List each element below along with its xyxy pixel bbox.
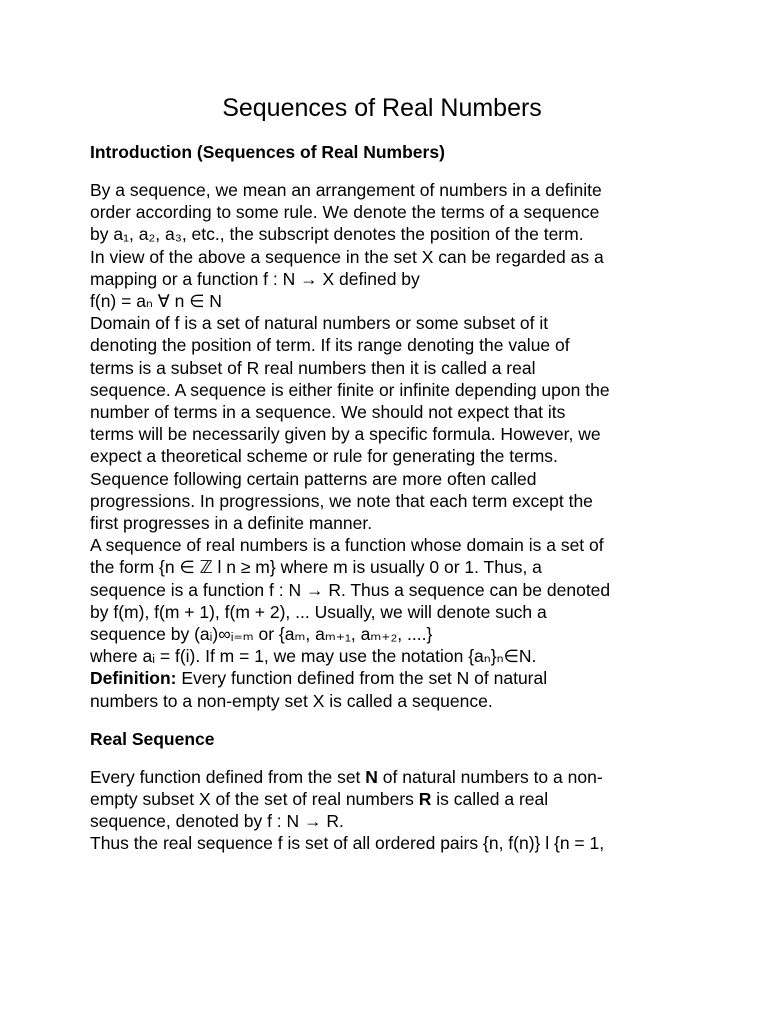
text-line: A sequence of real numbers is a function whose domain is a set of: [90, 535, 604, 556]
text-line: [90, 788, 690, 810]
text-segment: Every function defined from the set: [90, 766, 366, 787]
introduction-paragraph: [90, 179, 690, 712]
real-sequence-paragraph: [90, 766, 690, 855]
text-line: mapping or a function f : N → X defined by: [90, 268, 420, 289]
text-segment: empty subset X of the set of real numbers: [90, 789, 419, 810]
text-line: by a₁, a₂, a₃, etc., the subscript denotes the position of the term.: [90, 224, 584, 245]
section-heading-introduction: Introduction (Sequences of Real Numbers): [90, 142, 445, 162]
text-line: sequence is a function f : N → R. Thus a sequence can be denoted: [90, 579, 611, 600]
page-content: [90, 92, 690, 855]
text-line: by f(m), f(m + 1), f(m + 2), ... Usually, we will denote such a: [90, 601, 547, 622]
page-title: Sequences of Real Numbers: [222, 94, 542, 122]
text-line: first progresses in a definite manner.: [90, 513, 373, 534]
text-line: sequence, denoted by f : N → R.: [90, 811, 344, 832]
text-line: progressions. In progressions, we note that each term except the: [90, 490, 593, 511]
text-line: In view of the above a sequence in the set X can be regarded as a: [90, 246, 604, 267]
text-segment: of natural numbers to a non-: [377, 766, 603, 787]
text-line: terms is a subset of R real numbers then it is called a real: [90, 357, 536, 378]
text-line: [90, 766, 690, 788]
text-line: Sequence following certain patterns are more often called: [90, 468, 537, 489]
text-line: denoting the position of term. If its range denoting the value of: [90, 335, 570, 356]
text-line: where aᵢ = f(i). If m = 1, we may use the notation {aₙ}ₙ∈N.: [90, 646, 537, 667]
spacer: [90, 712, 690, 728]
bold-symbol: R: [418, 789, 432, 810]
text-segment: is called a real: [431, 789, 549, 810]
text-line: Domain of f is a set of natural numbers or some subset of it: [90, 313, 549, 334]
text-line: By a sequence, we mean an arrangement of numbers in a definite: [90, 180, 602, 200]
definition-label: Definition:: [90, 668, 177, 689]
definition-text: Every function defined from the set N of natural: [176, 668, 548, 689]
text-line: sequence. A sequence is either finite or infinite depending upon the: [90, 379, 610, 400]
text-line: f(n) = aₙ ∀ n ∈ N: [90, 291, 222, 312]
definition-line: [90, 667, 690, 689]
text-line: sequence by (aᵢ)∞ᵢ₌ₘ or {aₘ, aₘ₊₁, aₘ₊₂, ....}: [90, 624, 433, 645]
text-line: the form {n ∈ ℤ l n ≥ m} where m is usually 0 or 1. Thus, a: [90, 557, 542, 578]
text-line: terms will be necessarily given by a specific formula. However, we: [90, 424, 601, 445]
text-line: Thus the real sequence f is set of all ordered pairs {n, f(n)} l {n = 1,: [90, 833, 605, 854]
text-line: expect a theoretical scheme or rule for generating the terms.: [90, 446, 558, 467]
section-heading-real-sequence: Real Sequence: [90, 728, 215, 749]
text-line: number of terms in a sequence. We should not expect that its: [90, 402, 566, 423]
text-line: order according to some rule. We denote the terms of a sequence: [90, 202, 600, 223]
bold-symbol: N: [365, 766, 378, 787]
definition-line: numbers to a non-empty set X is called a sequence.: [90, 690, 493, 711]
